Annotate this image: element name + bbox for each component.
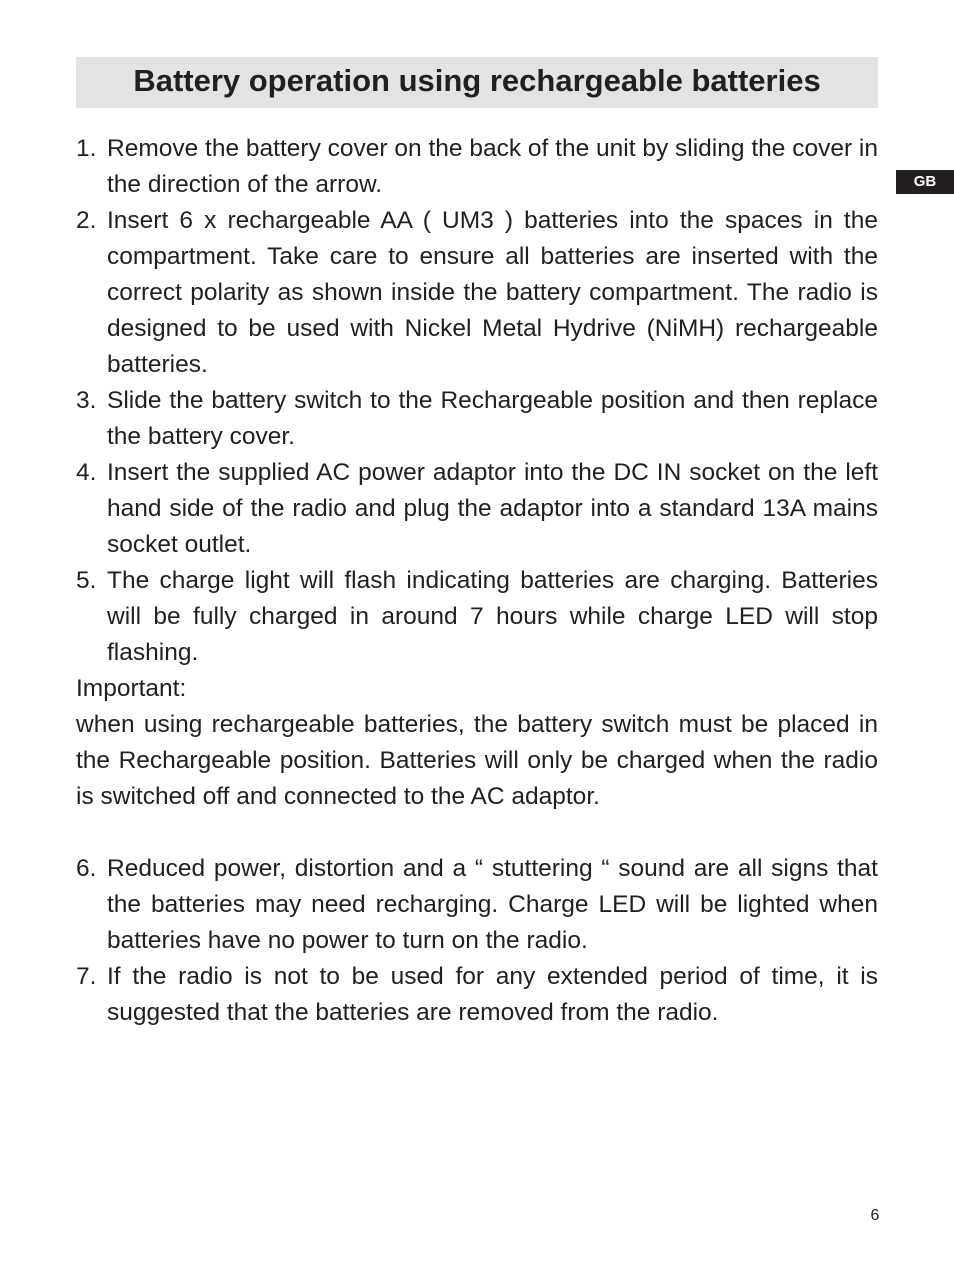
important-text: when using rechargeable batteries, the battery switch must be placed in the Rechargeable position. Batteries will only be charged when the radio is switched off and connected to the AC adaptor. xyxy=(76,711,878,810)
step-4 xyxy=(76,455,878,563)
step-number: 3. xyxy=(76,387,97,414)
step-text: If the radio is not to be used for any extended period of time, it is suggested that the batteries are removed from the radio. xyxy=(107,963,878,1026)
step-text: Remove the battery cover on the back of the unit by sliding the cover in the direction of the arrow. xyxy=(107,135,878,198)
step-3 xyxy=(76,383,878,455)
language-tab: GB xyxy=(896,170,954,194)
step-6 xyxy=(76,851,878,959)
step-text: Insert the supplied AC power adaptor into the DC IN socket on the left hand side of the radio and plug the adaptor into a standard 13A mains socket outlet. xyxy=(107,459,878,558)
step-text: The charge light will flash indicating batteries are charging. Batteries will be fully charged in around 7 hours while charge LED will stop flashing. xyxy=(107,567,878,666)
step-number: 7. xyxy=(76,963,97,990)
step-text: Reduced power, distortion and a “ stuttering “ sound are all signs that the batteries may need recharging. Charge LED will be lighted when batteries have no power to turn on the radio. xyxy=(107,855,878,954)
page-number: 6 xyxy=(870,1207,880,1224)
step-5 xyxy=(76,563,878,671)
step-7 xyxy=(76,959,878,1031)
step-number: 1. xyxy=(76,135,97,162)
step-number: 4. xyxy=(76,459,97,486)
step-text: Insert 6 x rechargeable AA ( UM3 ) batteries into the spaces in the compartment. Take care to ensure all batteries are inserted with the correct polarity as shown inside the battery compartment. The radio is designed to be used with Nickel Metal Hydrive (NiMH) rechargeable batteries. xyxy=(107,207,878,378)
instructions-body xyxy=(76,131,878,1031)
step-number: 6. xyxy=(76,855,97,882)
step-number: 5. xyxy=(76,567,97,594)
step-1 xyxy=(76,131,878,203)
blank-line xyxy=(76,815,878,851)
step-text: Slide the battery switch to the Rechargeable position and then replace the battery cover. xyxy=(107,387,878,450)
section-heading-bar xyxy=(76,57,878,108)
step-number: 2. xyxy=(76,207,97,234)
step-2 xyxy=(76,203,878,383)
section-heading: Battery operation using rechargeable batteries xyxy=(133,63,821,98)
important-label: Important: xyxy=(76,675,187,702)
